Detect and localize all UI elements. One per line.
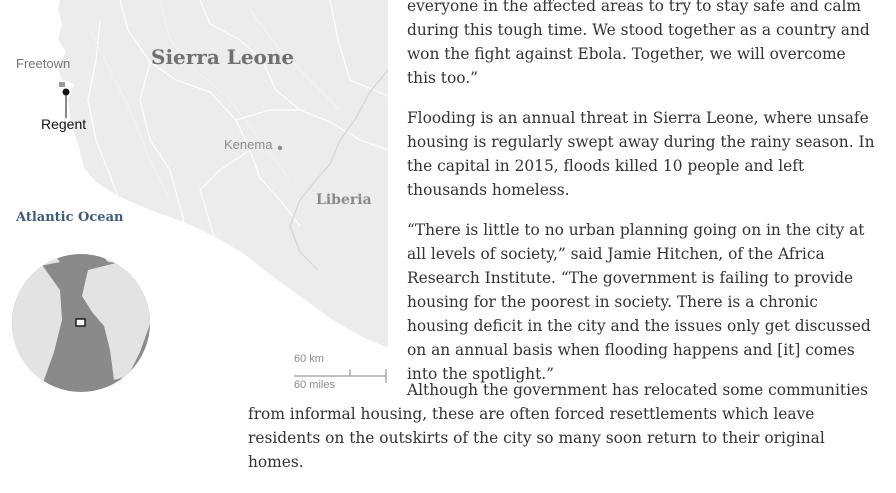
article-paragraph: Flooding is an annual threat in Sierra Leone, where unsafe housing is regularly swept away during the rainy season. In the capital in 2015, floods killed 10 people and left thousands homeless.	[407, 109, 875, 199]
scale-label-km: 60 km	[294, 353, 324, 365]
globe-inset	[8, 250, 160, 393]
scale-label-miles: 60 miles	[294, 379, 335, 391]
article-paragraph: everyone in the affected areas to try to stay safe and calm during this tough time. We stood together as a country and won the fight against Ebola. Together, we will overcome this too.”	[407, 0, 870, 87]
label-sierra-leone: Sierra Leone	[151, 45, 295, 69]
label-liberia: Liberia	[316, 192, 372, 208]
globe-locator-box	[76, 319, 85, 326]
label-freetown: Freetown	[16, 56, 71, 71]
regent-dot	[63, 89, 70, 96]
locator-map	[0, 0, 390, 400]
freetown-marker	[59, 82, 65, 87]
article-paragraph: “There is little to no urban planning going on in the city at all levels of society,” said Jamie Hitchen, of the Africa Research Institute. “The government is failing to provide housing for the poorest in society. There is a chronic housing deficit in the city and the issues only get discussed on an annual basis when flooding happens and [it] comes into the spotlight.”	[407, 221, 871, 383]
kenema-dot	[278, 146, 282, 150]
label-kenema: Kenema	[224, 137, 273, 152]
article-paragraph: Although the government has relocated some communities from informal housing, these are often forced resettlements which leave residents on the outskirts of the city so many soon return to their original homes.	[248, 381, 869, 471]
label-regent: Regent	[41, 116, 87, 132]
label-atlantic-ocean: Atlantic Ocean	[16, 210, 124, 225]
